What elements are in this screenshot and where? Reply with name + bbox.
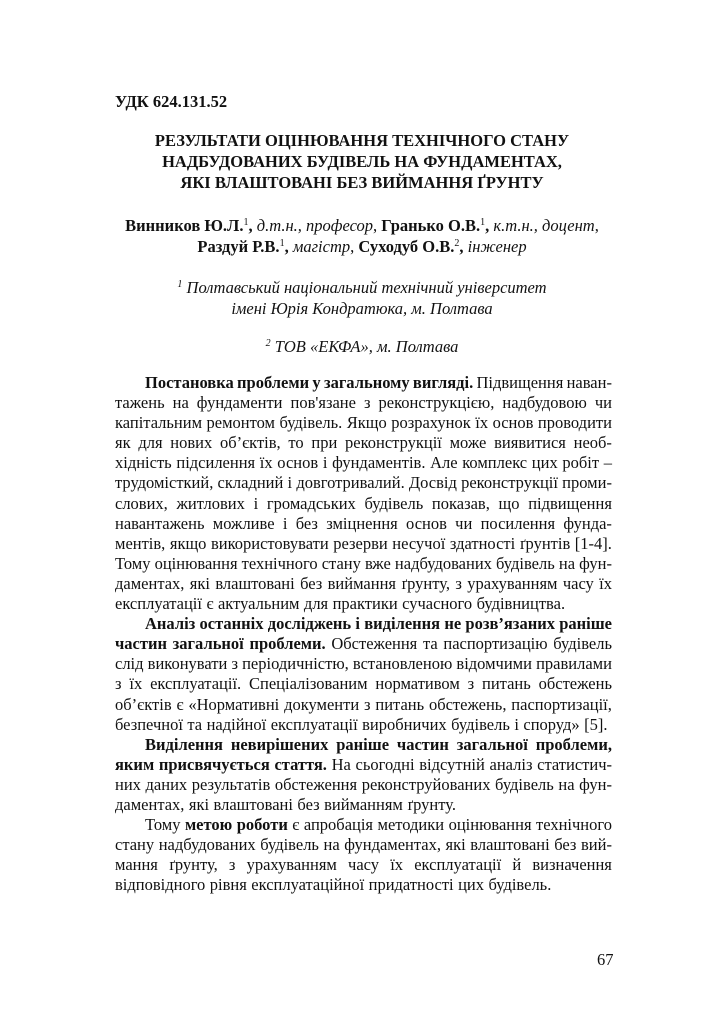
- word: посилення: [480, 513, 556, 533]
- affiliation-2: [0, 337, 724, 357]
- word: їх: [390, 855, 404, 875]
- word: будівель.: [488, 875, 552, 895]
- author-role: інженер: [467, 237, 527, 256]
- word: нормативом: [375, 674, 460, 694]
- word: підвищення: [528, 493, 612, 513]
- word: зміцнення: [326, 513, 398, 533]
- word: вийманням: [324, 794, 403, 814]
- word: є: [176, 694, 184, 714]
- author-role: к.т.н., доцент: [493, 216, 595, 235]
- word: надбудованих: [394, 553, 492, 573]
- word: обстеження: [274, 774, 358, 794]
- bold-word: виділення: [364, 614, 441, 634]
- bold-word: не: [444, 614, 462, 634]
- bold-word: присвячується: [158, 754, 270, 774]
- paragraph: [115, 815, 612, 895]
- word: надійної: [206, 714, 267, 734]
- word: на: [558, 553, 576, 573]
- word: даних: [145, 774, 188, 794]
- affiliation-1: [0, 277, 724, 319]
- word: мання: [115, 855, 158, 875]
- word: обстежень: [538, 674, 612, 694]
- word: ґрунтів: [519, 533, 571, 553]
- word: і: [514, 714, 519, 734]
- author-role: магістр: [292, 237, 351, 256]
- word: будівництва.: [476, 594, 566, 614]
- word: то: [288, 433, 304, 453]
- word: здатності: [449, 533, 516, 553]
- bold-word: стаття.: [274, 754, 327, 774]
- word: актуальним: [217, 594, 300, 614]
- word: [5].: [584, 714, 608, 734]
- bold-word: роботи: [236, 815, 288, 835]
- word: необ-: [573, 433, 612, 453]
- word: виконувати: [147, 654, 228, 674]
- page-number: 67: [597, 950, 614, 969]
- word: даментах,: [115, 794, 185, 814]
- word: робіт: [562, 453, 600, 473]
- author-affil-mark: 2: [454, 238, 460, 249]
- word: сучасного: [402, 594, 473, 614]
- word: обстежень,: [428, 694, 507, 714]
- text-line: [115, 514, 612, 534]
- text-line: [115, 554, 612, 574]
- word: «Нормативні: [188, 694, 280, 714]
- bold-word: останніх: [199, 614, 264, 634]
- word: Спеціалізованим: [249, 674, 368, 694]
- word: Тому: [145, 815, 181, 835]
- word: з: [115, 674, 122, 694]
- text-line: [115, 735, 612, 755]
- word: для: [138, 433, 163, 453]
- word: експлуатації: [414, 855, 502, 875]
- word: вже: [364, 553, 391, 573]
- word: Досвід: [408, 473, 457, 493]
- word: фундаментах,: [344, 835, 441, 855]
- word: проми-: [562, 473, 612, 493]
- text-line: [115, 855, 612, 875]
- word: основ: [277, 453, 319, 473]
- word: й: [512, 855, 522, 875]
- text-line: [115, 614, 612, 634]
- authors: Винников Ю.Л.$^1$, д.т.н., професор, Гранько О.В.$^1$, к.т.н., доцент, Раздуй Р.В.$^1$, магістр, Суходуб О.В.$^2$, інженер: [125, 216, 599, 256]
- bold-word: і: [355, 614, 360, 634]
- word: наван-: [566, 373, 612, 392]
- affil-line: ТОВ «ЕКФА», м. Полтава: [274, 337, 459, 356]
- word: паспортизації,: [511, 694, 612, 714]
- word: питань: [482, 674, 531, 694]
- word: з: [467, 674, 475, 694]
- word: показав,: [431, 493, 490, 513]
- word: будівель: [451, 714, 510, 734]
- paragraph: [115, 373, 612, 614]
- word: Обстеження: [331, 634, 418, 654]
- word: і: [253, 493, 259, 513]
- word: їх: [129, 674, 143, 694]
- bold-word: загальної: [172, 634, 244, 654]
- word: встановленою: [352, 654, 453, 674]
- bold-word: раніше: [336, 734, 390, 754]
- word: фундаменти: [196, 393, 283, 413]
- word: з: [228, 855, 236, 875]
- word: рівня: [209, 875, 247, 895]
- bold-word: раніше: [559, 614, 612, 634]
- word: влаштовані: [215, 573, 295, 593]
- text-line: [115, 634, 612, 654]
- word: відомчими: [456, 654, 532, 674]
- bold-word: вигляді.: [412, 373, 474, 392]
- word: при: [311, 433, 338, 453]
- word: якщо: [169, 533, 207, 553]
- bold-word: проблеми,: [535, 734, 612, 754]
- word: часу: [562, 573, 594, 593]
- title-line: ЯКІ ВЛАШТОВАНІ БЕЗ ВИЙМАННЯ ҐРУНТУ: [180, 173, 544, 192]
- word: є: [292, 815, 300, 835]
- text-line: [115, 654, 612, 674]
- word: з: [363, 393, 371, 413]
- word: оцінювання: [448, 815, 532, 835]
- author-name: Винников Ю.Л.: [125, 216, 244, 235]
- word: виробничих: [362, 714, 447, 734]
- word: фундаментів.: [332, 453, 426, 473]
- word: реконструкції: [461, 473, 558, 493]
- word: експлуатації: [270, 714, 358, 734]
- text-line: [115, 875, 612, 895]
- title-line: РЕЗУЛЬТАТИ ОЦІНЮВАННЯ ТЕХНІЧНОГО СТАНУ: [154, 131, 570, 150]
- word: стану: [115, 835, 155, 855]
- word: тажень: [115, 393, 165, 413]
- word: і: [322, 453, 328, 473]
- word: реконструйованих: [361, 774, 491, 794]
- text-line: [115, 674, 612, 694]
- word: та: [187, 714, 203, 734]
- word: трудомісткий,: [115, 473, 214, 493]
- word: без: [300, 573, 323, 593]
- bold-word: загальної: [456, 734, 528, 754]
- word: навантажень: [115, 513, 205, 533]
- word: можливе: [212, 513, 275, 533]
- bold-word: розв’язаних: [465, 614, 555, 634]
- paragraph: [115, 735, 612, 815]
- article-body: [115, 373, 612, 895]
- text-line: [115, 494, 612, 514]
- text-line: [115, 695, 612, 715]
- word: цих: [458, 875, 485, 895]
- article-title: [0, 130, 724, 193]
- author-name: Раздуй Р.В.: [197, 237, 280, 256]
- word: урахуванням: [246, 855, 337, 875]
- bold-word: частин: [115, 634, 167, 654]
- word: Тому: [115, 553, 151, 573]
- word: виявитися: [494, 433, 566, 453]
- word: експлуатаційної: [251, 875, 365, 895]
- word: будівель: [260, 835, 319, 855]
- word: технічного: [536, 815, 612, 835]
- word: чи: [594, 393, 612, 413]
- word: відповідного: [115, 875, 206, 895]
- bold-word: Постановка: [145, 373, 234, 392]
- word: реконструкцією,: [378, 393, 495, 413]
- word: стану: [321, 553, 361, 573]
- word: аналіз: [489, 754, 533, 774]
- text-line: [115, 413, 612, 433]
- word: які: [189, 573, 210, 593]
- word: громадських: [266, 493, 356, 513]
- word: влаштовані: [213, 794, 293, 814]
- word: сьогодні: [355, 754, 415, 774]
- word: даментах,: [115, 573, 185, 593]
- word: періодичністю,: [242, 654, 349, 674]
- word: будівель: [496, 553, 555, 573]
- word: підсилення: [176, 453, 256, 473]
- bold-word: Аналіз: [145, 614, 196, 634]
- text-line: [115, 815, 612, 835]
- word: капітальним: [115, 413, 203, 433]
- word: проводити: [537, 413, 612, 433]
- author-affil-mark: 1: [279, 238, 285, 249]
- word: з: [231, 654, 238, 674]
- word: влаштовані: [470, 835, 550, 855]
- word: ґрунту,: [169, 855, 218, 875]
- text-line: [115, 393, 612, 413]
- word: для: [303, 594, 329, 614]
- word: на: [323, 835, 340, 855]
- word: може: [449, 433, 487, 453]
- word: є: [206, 594, 214, 614]
- word: пов'язане: [290, 393, 356, 413]
- word: основ: [406, 513, 447, 533]
- word: житлових: [176, 493, 245, 513]
- author-affil-mark: 1: [243, 217, 249, 228]
- word: результатів: [191, 774, 271, 794]
- word: розрахунок: [391, 413, 471, 433]
- text-line: [115, 835, 612, 855]
- word: комплекс: [462, 453, 528, 473]
- word: надбудовою: [502, 393, 587, 413]
- word: довготривалий.: [296, 473, 405, 493]
- word: [1-4].: [574, 533, 612, 553]
- word: які: [188, 794, 210, 814]
- word: слід: [115, 654, 144, 674]
- word: їх: [475, 413, 489, 433]
- word: оцінювання: [154, 553, 238, 573]
- word: і: [287, 473, 293, 493]
- word: будівель.: [279, 413, 343, 433]
- word: хідність: [115, 453, 172, 473]
- word: і: [282, 513, 288, 533]
- word: На: [331, 754, 351, 774]
- word: використовувати: [210, 533, 329, 553]
- bold-word: загальному: [323, 373, 410, 392]
- word: без: [297, 794, 320, 814]
- text-line: [115, 574, 612, 594]
- word: Але: [430, 453, 458, 473]
- word: цих: [531, 453, 558, 473]
- bold-word: частин: [396, 734, 449, 754]
- word: слових,: [115, 493, 168, 513]
- word: виймання: [327, 573, 396, 593]
- word: на: [558, 774, 575, 794]
- word: ґрунту,: [401, 573, 450, 593]
- word: об’єктів: [115, 694, 172, 714]
- word: реконструкції: [345, 433, 442, 453]
- udc-code: УДК 624.131.52: [115, 92, 228, 111]
- word: фунда-: [563, 513, 612, 533]
- word: експлуатації: [115, 594, 202, 614]
- word: об’єктів,: [219, 433, 281, 453]
- word: та: [422, 634, 438, 654]
- word: вий-: [581, 835, 612, 855]
- bold-word: проблеми.: [249, 634, 326, 654]
- word: апробація: [303, 815, 374, 835]
- word: їх: [599, 573, 612, 593]
- word: урахуванням: [467, 573, 558, 593]
- word: –: [603, 453, 612, 473]
- word: складний: [217, 473, 284, 493]
- word: Якщо: [346, 413, 387, 433]
- text-line: [115, 473, 612, 493]
- word: несучої: [392, 533, 446, 553]
- word: без: [554, 835, 577, 855]
- word: без: [295, 513, 318, 533]
- word: будівель: [495, 774, 554, 794]
- word: безпечної: [115, 714, 183, 734]
- text-line: [115, 795, 612, 815]
- text-line: [115, 453, 612, 473]
- word: документи: [284, 694, 360, 714]
- bold-word: у: [312, 373, 321, 392]
- text-line: [115, 373, 612, 393]
- word: з: [364, 694, 371, 714]
- word: на: [172, 393, 189, 413]
- affil-line: імені Юрія Кондратюка, м. Полтава: [231, 299, 493, 318]
- word: їх: [259, 453, 273, 473]
- word: придатності: [368, 875, 454, 895]
- word: споруд»: [523, 714, 580, 734]
- author-name: Суходуб О.В.: [358, 237, 455, 256]
- word: фун-: [579, 553, 612, 573]
- word: що: [498, 493, 520, 513]
- author-affil-mark: 1: [480, 217, 486, 228]
- word: будівель: [553, 634, 612, 654]
- affil-line: Полтавський національний технічний університет: [186, 278, 547, 297]
- affil-mark: 1: [177, 279, 183, 290]
- word: визначення: [532, 855, 612, 875]
- affil-mark: 2: [265, 338, 271, 349]
- word: ґрунту.: [407, 794, 456, 814]
- word: паспортизацію: [443, 634, 548, 654]
- word: відсутній: [419, 754, 485, 774]
- word: надбудованих: [158, 835, 256, 855]
- word: з: [455, 573, 462, 593]
- word: питань: [375, 694, 425, 714]
- paragraph: [115, 614, 612, 735]
- word: які: [445, 835, 466, 855]
- word: практики: [332, 594, 398, 614]
- bold-word: невирішених: [230, 734, 329, 754]
- text-line: [115, 534, 612, 554]
- text-line: [115, 775, 612, 795]
- bold-word: проблеми: [237, 373, 310, 392]
- word: ментів,: [115, 533, 166, 553]
- word: як: [115, 433, 131, 453]
- word: технічного: [241, 553, 318, 573]
- word: ремонтом: [206, 413, 275, 433]
- word: чи: [455, 513, 473, 533]
- bold-word: досліджень: [267, 614, 352, 634]
- word: резерви: [333, 533, 388, 553]
- author-name: Гранько О.В.: [381, 216, 481, 235]
- word: будівель: [364, 493, 424, 513]
- word: них: [115, 774, 141, 794]
- author-role: д.т.н., професор: [256, 216, 373, 235]
- word: основ: [492, 413, 534, 433]
- word: часу: [348, 855, 380, 875]
- word: фун-: [579, 774, 612, 794]
- word: методики: [377, 815, 445, 835]
- text-line: [115, 755, 612, 775]
- text-line: [115, 715, 612, 735]
- text-line: [115, 594, 612, 614]
- bold-word: Виділення: [145, 734, 223, 754]
- word: правилами: [536, 654, 612, 674]
- text-line: [115, 433, 612, 453]
- bold-word: яким: [115, 754, 155, 774]
- word: Підвищення: [476, 373, 564, 392]
- bold-word: метою: [184, 815, 233, 835]
- word: експлуатації.: [150, 674, 242, 694]
- title-line: НАДБУДОВАНИХ БУДІВЕЛЬ НА ФУНДАМЕНТАХ,: [162, 152, 562, 171]
- word: статистич-: [537, 754, 612, 774]
- word: нових: [170, 433, 213, 453]
